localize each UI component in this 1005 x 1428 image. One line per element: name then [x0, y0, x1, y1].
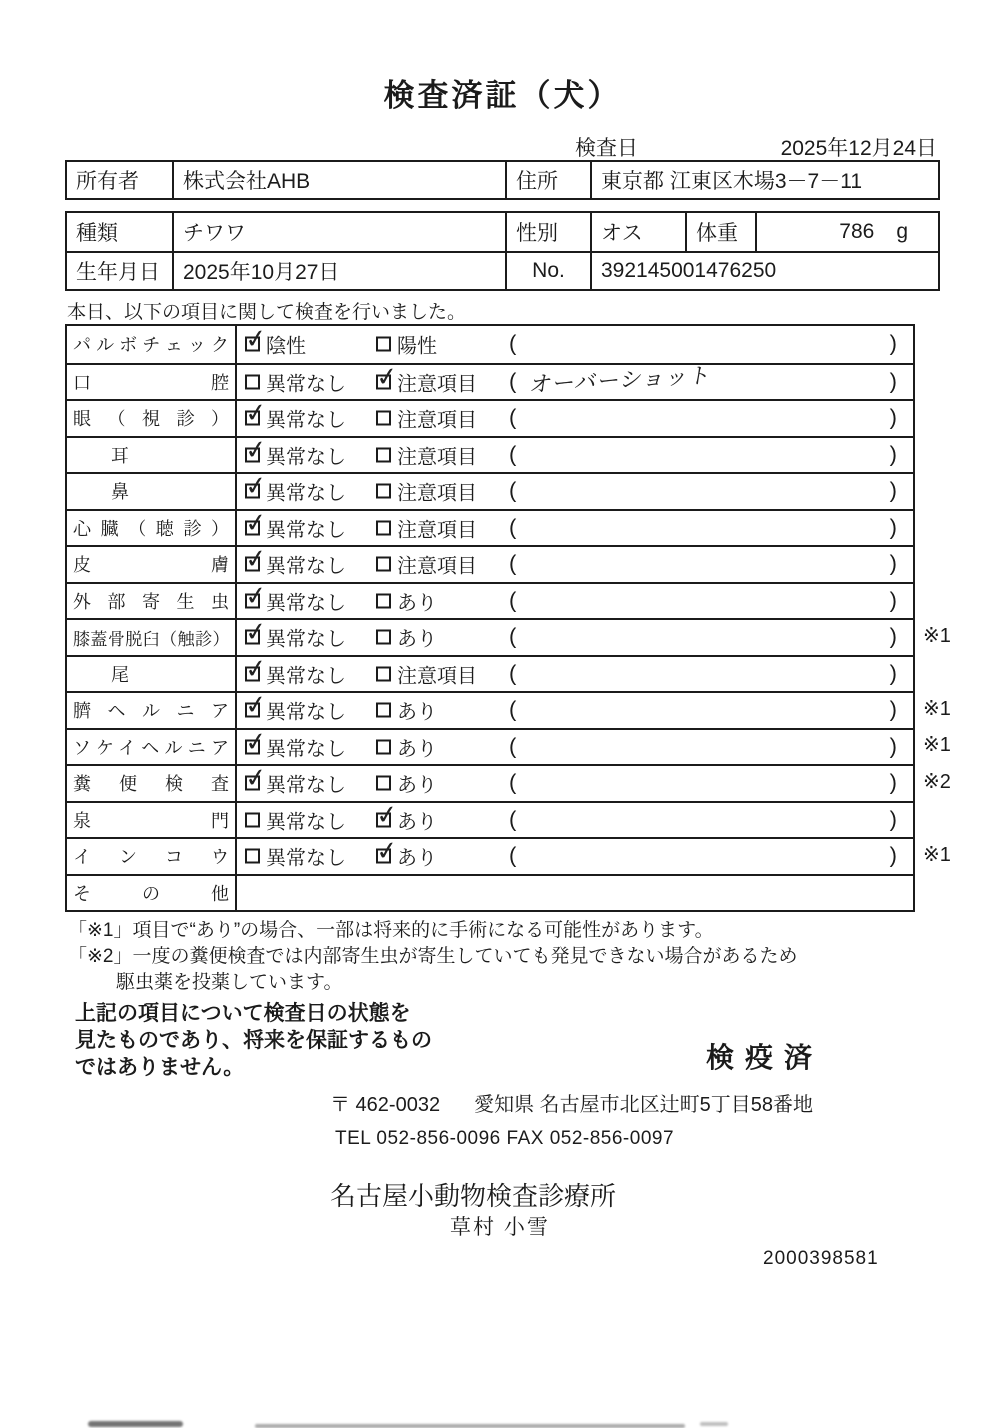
option-present: あり	[376, 696, 437, 725]
sex-value: オス	[592, 213, 687, 251]
inspection-row-mouth	[67, 363, 913, 400]
scan-artifact	[255, 1424, 685, 1428]
close-paren: )	[889, 842, 897, 868]
open-paren: (	[509, 696, 517, 722]
item-label-cell: 膝蓋骨脱臼（触診）	[67, 620, 237, 655]
inspection-row-eyes	[67, 399, 913, 436]
option-present: あり	[376, 586, 437, 615]
footnote-1: 「※1」項目で“あり”の場合、一部は将来的に手術になる可能性があります。	[68, 920, 714, 941]
dog-info-row-2	[67, 251, 938, 289]
checkbox	[376, 812, 391, 827]
inspection-row-fecal-exam	[67, 764, 913, 801]
disclaimer: 上記の項目について検査日の状態を 見たものであり、将来を保証するもの ではありません。	[75, 1002, 432, 1079]
checkbox	[245, 520, 260, 535]
option-caution: 注意項目	[376, 659, 477, 688]
owner-table	[65, 160, 940, 200]
owner-address-label: 住所	[507, 162, 592, 198]
inspection-row-fontanelle	[67, 801, 913, 838]
checkbox	[245, 739, 260, 754]
open-paren: (	[509, 660, 517, 686]
option-normal: ✓ 異常なし	[245, 769, 346, 798]
checkbox	[376, 739, 391, 754]
item-label-cell: インコウ	[67, 839, 237, 874]
checkbox	[376, 593, 391, 608]
ref-mark: ※2	[923, 771, 951, 793]
checkbox	[245, 630, 260, 645]
checkbox	[245, 411, 260, 426]
checkbox	[376, 666, 391, 681]
tel-fax: TEL 052-856-0096 FAX 052-856-0097	[335, 1128, 675, 1149]
option-caution: 注意項目	[376, 477, 477, 506]
footnotes	[68, 918, 798, 996]
ref-mark: ※1	[923, 844, 951, 866]
open-paren: (	[509, 733, 517, 759]
checkbox	[245, 666, 260, 681]
close-paren: )	[889, 587, 897, 613]
clinic-address-row	[330, 1088, 813, 1117]
option-present: ✓ あり	[376, 842, 437, 871]
option-caution: 注意項目	[376, 550, 477, 579]
no-value: 392145001476250	[601, 259, 777, 282]
checkbox	[245, 812, 260, 827]
open-paren: (	[509, 477, 517, 503]
open-paren: (	[509, 806, 517, 832]
scan-artifact	[700, 1422, 728, 1426]
breed-value: チワワ	[174, 213, 507, 251]
item-label-cell: 糞便検査	[67, 766, 237, 801]
close-paren: )	[889, 733, 897, 759]
clinic-address: 愛知県 名古屋市北区辻町5丁目58番地	[474, 1094, 814, 1116]
checkbox	[376, 557, 391, 572]
option-normal: ✓ 異常なし	[245, 513, 346, 542]
checkbox	[245, 557, 260, 572]
checkbox	[245, 703, 260, 718]
inspection-row-inkou	[67, 837, 913, 874]
inspection-row-inguinal-hernia	[67, 728, 913, 765]
exam-date-label: 検査日	[575, 137, 638, 160]
checkbox	[376, 484, 391, 499]
checkbox	[245, 374, 260, 389]
checkbox	[376, 520, 391, 535]
sex-label: 性別	[507, 213, 592, 251]
exam-date-value: 2025年12月24日	[780, 137, 937, 160]
checkbox	[245, 447, 260, 462]
close-paren: )	[889, 404, 897, 430]
veterinarian-name: 草村 小雪	[450, 1216, 550, 1239]
checkbox	[376, 703, 391, 718]
quarantine-stamp: 検疫済	[706, 1042, 824, 1073]
option-present: あり	[376, 732, 437, 761]
option-caution: 注意項目	[376, 404, 477, 433]
close-paren: )	[889, 330, 897, 356]
inspection-section	[65, 324, 1005, 912]
open-paren: (	[509, 550, 517, 576]
handwritten-note: オーバーショット	[527, 362, 714, 398]
close-paren: )	[889, 550, 897, 576]
inspection-row-heart	[67, 509, 913, 546]
option-caution: 注意項目	[376, 513, 477, 542]
checkbox	[376, 447, 391, 462]
checkbox	[376, 374, 391, 389]
inspection-row-umbilical-hernia	[67, 691, 913, 728]
close-paren: )	[889, 660, 897, 686]
no-label: No.	[507, 253, 592, 289]
breed-label: 種類	[67, 213, 174, 251]
close-paren: )	[889, 806, 897, 832]
item-label-cell: 眼（視診）	[67, 401, 237, 436]
checkbox	[376, 849, 391, 864]
owner-value: 株式会社AHB	[174, 162, 507, 198]
open-paren: (	[509, 587, 517, 613]
owner-row	[67, 162, 938, 198]
item-label-cell: ソケイヘルニア	[67, 730, 237, 765]
item-label-cell: 尾	[67, 657, 237, 692]
item-label-cell: 臍ヘルニア	[67, 693, 237, 728]
weight-unit: g	[896, 220, 908, 243]
inspection-table	[65, 324, 915, 912]
option-normal: ✓ 異常なし	[245, 586, 346, 615]
option-normal: ✓ 異常なし	[245, 477, 346, 506]
open-paren: (	[509, 514, 517, 540]
ref-mark: ※1	[923, 698, 951, 720]
owner-label: 所有者	[67, 162, 174, 198]
inspection-row-parvo	[67, 326, 913, 363]
option-caution: ✓ 注意項目	[376, 367, 477, 396]
option-caution: 注意項目	[376, 440, 477, 469]
close-paren: )	[889, 514, 897, 540]
postal-code: 〒 462-0032	[330, 1094, 441, 1116]
checkbox	[245, 593, 260, 608]
checkbox	[245, 484, 260, 499]
ref-mark: ※1	[923, 625, 951, 647]
inspection-row-patella	[67, 618, 913, 655]
item-label-cell: 耳	[67, 438, 237, 473]
option-normal: ✓ 異常なし	[245, 732, 346, 761]
open-paren: (	[509, 623, 517, 649]
option-present: ✓ あり	[376, 805, 437, 834]
inspection-row-other	[67, 874, 913, 911]
dog-info-table	[65, 211, 940, 291]
checkbox	[376, 776, 391, 791]
weight-value: 786	[839, 220, 875, 243]
inspection-row-nose	[67, 472, 913, 509]
birth-label: 生年月日	[67, 253, 174, 289]
item-label-cell: 口腔	[67, 365, 237, 400]
checkbox	[376, 630, 391, 645]
open-paren: (	[509, 404, 517, 430]
weight-label: 体重	[687, 213, 757, 251]
close-paren: )	[889, 477, 897, 503]
item-label-cell: 外部寄生虫	[67, 584, 237, 619]
option-normal: ✓ 異常なし	[245, 696, 346, 725]
birth-value: 2025年10月27日	[174, 253, 507, 289]
weight-cell	[757, 213, 938, 251]
item-label-cell: 心臓（聴診）	[67, 511, 237, 546]
item-label-cell: パルボチェック	[67, 326, 237, 363]
open-paren: (	[509, 330, 517, 356]
checkbox	[245, 337, 260, 352]
inspection-row-tail	[67, 655, 913, 692]
checkbox	[376, 337, 391, 352]
close-paren: )	[889, 441, 897, 467]
option-present: あり	[376, 623, 437, 652]
option-normal: ✓ 異常なし	[245, 659, 346, 688]
close-paren: )	[889, 769, 897, 795]
scan-artifact	[88, 1421, 183, 1427]
clinic-name: 名古屋小動物検査診療所	[330, 1181, 617, 1211]
close-paren: )	[889, 696, 897, 722]
footnote-2-line1: 「※2」一度の糞便検査では内部寄生虫が寄生していても発見できない場合があるため	[68, 946, 798, 967]
option-normal: 異常なし	[245, 805, 346, 834]
open-paren: (	[509, 842, 517, 868]
document-title: 検査済証（犬）	[383, 78, 622, 113]
option-normal: ✓ 異常なし	[245, 404, 346, 433]
option-negative: ✓ 陰性	[245, 330, 306, 359]
inspection-row-ears	[67, 436, 913, 473]
option-normal: 異常なし	[245, 842, 346, 871]
option-positive: 陽性	[376, 330, 437, 359]
item-label-cell: その他	[67, 876, 237, 911]
footnote-2-line2: 駆虫薬を投薬しています。	[116, 972, 343, 993]
serial-number: 2000398581	[763, 1248, 879, 1269]
close-paren: )	[889, 623, 897, 649]
exam-date-row	[575, 132, 937, 162]
option-normal: ✓ 異常なし	[245, 440, 346, 469]
checkbox	[245, 776, 260, 791]
item-label-cell: 鼻	[67, 474, 237, 509]
option-present: あり	[376, 769, 437, 798]
open-paren: (	[509, 769, 517, 795]
owner-address-value: 東京都 江東区木場3－7－11	[601, 170, 862, 193]
inspection-row-skin	[67, 545, 913, 582]
intro-text: 本日、以下の項目に関して検査を行いました。	[67, 302, 467, 323]
option-normal: ✓ 異常なし	[245, 550, 346, 579]
checkbox	[245, 849, 260, 864]
checkbox	[376, 411, 391, 426]
item-label-cell: 泉門	[67, 803, 237, 838]
item-label-cell: 皮膚	[67, 547, 237, 582]
close-paren: )	[889, 368, 897, 394]
open-paren: (	[509, 441, 517, 467]
option-normal: 異常なし	[245, 367, 346, 396]
dog-info-row-1	[67, 213, 938, 251]
open-paren: (	[509, 368, 517, 394]
ref-mark: ※1	[923, 734, 951, 756]
inspection-row-parasites	[67, 582, 913, 619]
option-normal: ✓ 異常なし	[245, 623, 346, 652]
